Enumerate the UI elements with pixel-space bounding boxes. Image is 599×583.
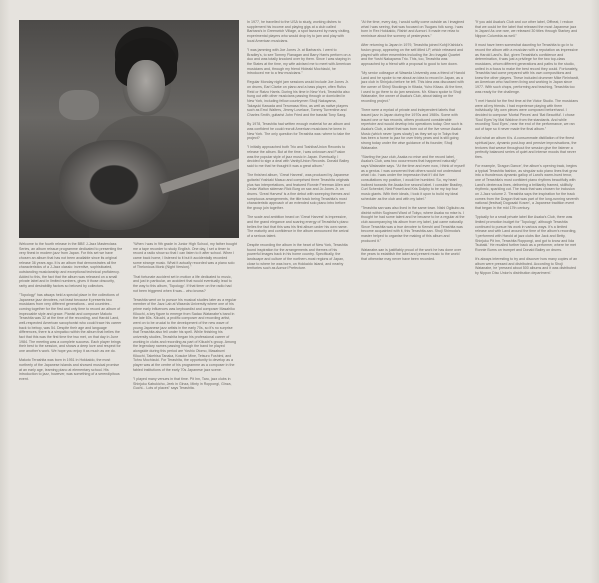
paragraph: For example, 'Dragon Dance', the album's opening track, begins a typical Terashita fashion, as singular solo piano lines that grow into a thunderous dynamic gallop of Land's warm-hued tenor, one of Terashita's most confident piano rhythms beautifully with Land's dexterous lines, delivering a brilliantly framed, skillfully rhythmic, sparkling cut. The track that was chosen for inclusion on J-Jazz volume 2. 'Terashita says the inspiration for the track comes from the Dragon that was part of the long-running seventh national (festival) Dogosaki Kosen', a Japanese tradition event that began in the mid 17th century. [475,164,579,210]
text-column-3 [247,20,351,276]
paragraph: Makoto Terashita was born in 1951 in Hokkaido, the most northerly of the Japanese islands and showed musical promise at an early age, learning piano at elementary school. His introduction to jazz, however, was something of a serendipitous event. [19,358,120,381]
paragraph: In 1977, he travelled to the USA to study, working dishes to supplement his income and playing gigs at a club called Barbara's in Greenwich Village, a spot favoured by many visiting, experimental players who would drop by to jam and play with local American musicians. [247,20,351,43]
paragraph: It's always interesting to try and discover how many copies of an album were pressed and distributed. According to Shoji Watanabe, he 'pressed about 500 albums and it was distributed by Nippon Disc Union's distribution department.' [475,257,578,276]
photo-guitar [59,140,169,230]
text-column-5 [475,20,579,280]
paragraph: "When I was in 9th grade in Junior High School, my father bought me a tape recorder to study English. One day, I set a timer to record a radio show so that I can listen to it after school. When I came back home, I listened to it but it accidentally recorded some strange music. What it actually recorded was a piano solo of Thelonious Monk (Night Version)." [133,242,237,270]
paragraph: The finished album, 'Great Harvest', was produced by Japanese guitarist Yoshiaki Masuo and comprised three Terashita originals plus two interpretations, and featured Ronnie Freeman Allen and Cedar Walton sideman Rick Burg on sax and Jo Jones Jr. on drums. 'Great Harvest' is a fine debut with sweeping themes and sumptuous arrangements, the title track being Terashita's most characteristic approach of an extended solo piano intro before the group join together. [247,173,350,210]
paragraph: After returning to Japan in 1979, Terashita joined Kohji Kishida's fusion group, appearing on the self-titled LP, which released and played with other ensembles including the Jiro Inagaki Quartet and the Yoshi Nakayama Trio. This, too, Terashita was approached by a friend with a proposal to good to turn down. [361,43,464,66]
paragraph: "I met Harold for the first time at the Victor Studio. The musicians were all my friends. I had experience playing with them individually. My own pieces were composed beforehand. I decided to compose 'Mortal Pieces' and 'Bat Beautiful'. I chose 'Soul Eyes' by Mal Waldron from the standards. And while recording 'Soul Eyes', near the end of the performance, we ran out of tape so it never made the final album." [475,99,579,131]
paragraph: Regular Monday night jam sessions would include Joe Jones Jr. on drums, Earl Clarke on piano and a bass player, often Rufus Reid or Ratzo Harris. During his time in New York, Terashita also hung out with other musicians passing through or domiciled in New York, including fellow countrymen Shoji Nakayama, Takayuki Kawada and Terumasa Hino, as well as native players such as Errol Walters, Jimmy Lovelace, Tommy Turrentine and Charles Smith, guitarist John Fried and the bassist Tony Sang. [247,80,350,117]
musician-photo [19,20,239,238]
paragraph: "Starting the jazz club, Asaka no mise and the record label, Asaka's Club, was two occurrences that happened naturally" says Watanabe says. "At the time and even now, I think of myself as a genius. I was concerned that others would not understand what I do. I was under the impression that if I did live consultations my position, I would be humbled. So, my heart inclined towards the Asaka live second label. I consider Bradley, Curl Schenkel, Ned Powell and Kris Dolphy to be my top four music giants. With their ideals, I took it upon to build my ideal scheduler as the club and with my label." [361,154,465,201]
paragraph: The scale and ambition heard on 'Great Harvest' is impressive, and the grand elegance and soaring energy of Terashita's piano belies the fact that this was his first album under his own name. The maturity and confidence in the album announced the arrival of a serious talent. [247,215,349,238]
paragraph: By 1978, Terashita had written enough material for an album and was confident he could recruit American musicians he knew in New York. The only question for Terashita was: where to take the project? [247,122,351,141]
paragraph: That fortunate accident set in motion a life dedicated to music, and just in particular, an accident that would eventually lead to the way to this album, 'Topology'. If that timer on the radio had not been triggered when it was... who knows? [133,274,232,293]
paragraph: Welcome to the fourth release in the BBE J-Jazz Masterclass Series, an album reissue programme dedicated to presenting the very finest in modern jazz from Japan. For this set we have chosen an album that has not been available since its original release 36 years ago. It is an album that demonstrates all the characteristics of a J-Jazz classic: inventive, sophisticated, outstanding musicianship and exceptional technical proficiency. Added to this, the fact that the album was released on a small private label and in limited numbers, gives it those obscurity, rarity and desirability factors so beloved by collectors. [19,242,123,288]
paragraph: "I played many venues in that time. Pit Inn, Taro, jazz clubs in Shinjuku Kabukicho, Jeek in Ginza, Minty in Roppongi, Ginza, Guchi... Lots of places" says Terashita. [133,376,232,391]
paragraph: Typically for a small private label like Asaka's Club, there was limited promotion budget for 'Topology', although Terashita continued to pursue his work in various ways. It's a limited release and with Land around the time of the album's recording, 'I performed with Harold at jazz clubs like Jack and Betty, Shinjuku Pit Inn, Terashita Roppongi, and got to know and Iida Tsubaki.' He recalled further back as a performer, where he met Ronnie Burns on trumpet and Donald Bailey on drums. [475,215,577,252]
paragraph: Watanabe-san is justifiably proud of the work he has done over the years to establish the label and present music to the world that otherwise may never have been recorded. [361,247,462,262]
paragraph: "At the time, every day, I would softly come outside as I imagined what I was seeing, that was focused on Tsugaru folk song. I was born in Rex Hokkaido, Rishiri and Aomori. It made me relax to reminisce about the scenery of yesteryears." [361,20,465,38]
text-column-1 [19,242,123,386]
text-column-4 [361,20,465,266]
photo-figure-hand [59,90,99,120]
text-column-2 [133,242,237,395]
paragraph: There were a myriad of private and independent labels that issued jazz in Japan during the 1970s and 1980s. Some with issued one or two records, others produced considerable repertoire and would develop into operations today. One such is Asaka's Club, a label that was born out of the live venue Asaka Music (which never 'goes slowly') as they set up in Tokyo that has been a home to jazz for over thirty years and is still going strong today under the wise guidance of its founder, Shoji Watanabe. [361,108,463,150]
paragraph: Despite recording the album in the heart of New York, Terashita found inspiration for the arrangements and themes of his powerful images back in his home country. Specifically, the landscape and culture of the northern-most regions of Japan, close to where he was born, on Hokkaido Island, and nearby territories such as Aomori Prefecture. [247,243,348,271]
paragraph: "My senior colleague at Waseda University was a friend of Harold Land and he spoke to me about an idea to record in Japan, as a jazz club in Shinjuku before he left. This idea was discussed with the owner of Shinji Stockings in Kitada, Yuho Kitazo. At the time, I used to go there to do jam sessions. Mr. Kitazo spoke to Shoji Watanabe, the owner of Asaka's Club, about taking on the recording project." [361,71,466,104]
paragraph: "If you add Asaka's Club and our other label, Offbeat, I reckon that we could be the label that released the most Japanese jazz in Japan! As one rare, we released 30 titles through Starkey and Nippon Columbia as well." [475,20,578,38]
paragraph: "Terashita san was also lived in the same town. Nishi Ogikubo as district within Suginami Ward of Tokyo, where Asaka no mise is. I thought he had some talent and he became to be a regular at the club accompanying his album from my label, just came naturally. Since Terashita was a true devotee to Kenshi and Terashita was become acquainted with it, this Terashita-san. Shoji Shimoda's master helped to organise the making of this album and produced it." [361,205,465,243]
paragraph: It must have been somewhat daunting for Terashita to go in to record the album with a musician with a reputation as impressive as Harold Land's. But, given Terashita's confidence and determination, it was just a privilege for the two top-class musicians, whom different generations and paths to the studio, united in a focus to make the best record they could. Fortunately, Terashita had come prepared with his own compositions and knew the other players. These included drummer Mike Reinhardt, an American who had been living and working in Japan since 1977. With such chops, performing and teaching, Terashita too was ready for the challenge. [475,43,580,94]
paragraph: "I was jamming with Joe Jones Jr. at Barbara's. I went to Bradley's, to see Tommy Flanagan and Barry Harris perform on a duo and was totally knocked over by them. Since I was staying in the States at the time, my wife advised me to meet with American musicians and, through my friend Hideaki Mochizuki, he introduced me to a few musicians." [247,47,351,76]
photo-figure-face [127,60,165,112]
paragraph: "I initially approached both Trio and Toshiba/Union Records to release the album. But at the time, I was unknown and Fusion was the popular style of jazz music in Japan. Eventually, I decided to sign a deal with Vanity/Union Records. Donald Bailey said to me that he thought it was a great album." [247,145,350,169]
paragraph: And what an album it is. A consummate distillation of the finest spiritual jazz, dynamic post-bop and pensive improvisations, the textures that weave throughout the session give the listener a perfectly balanced series of quiet and intense moods that never tires. [475,136,577,159]
paragraph: "Topology" has always held a special place in the collections of Japanese jazz devotees, not least because it presents two musicians from very different generations - and countries - coming together for the first and only time to record an album of impeccable style and grace. Pianist and composer Makoto Terashita was 32 at the time of the recording, and Harold Land, well-respected American saxophonist who could trace his career back to bebop, was 54. Despite their age and language differences, there is a simpatico within the album that belies the fact that this was the first time the two met, on that day in June 1984. The meeting was a complete success. Each player brings their best to the session, and shows a deep love and respect for one another's work. We hope you enjoy it as much as we do. [19,293,122,354]
paragraph: Terashita went on to pursue his musical studies later as a regular member of the Jazz Lab at Waseda University where one of his prime early influences was keyboardist and composer Masahiko Kikuchi, a key figure to emerge from Sadao Watanabe's band in the late 60s. Kikuchi, a prolific composer and recording artist, went on to be crucial to the development of the new wave of young Japanese jazz artists in the early 70s, so it's no surprise that Terashita also fell under his spell. While finishing his university studies, Terashita began his professional career of working in clubs and recording as part of Kikuchi's group. Among the legendary names passing through the band he played alongside during this period are Yoshio Otomo, Masabumi Kikuchi, Takehisa Tanaka, Kosuke Mine, Tetsuro Fushimi, and Tohru Mochizuki. For Terashita, the opportunity to develop as a player was at the centre of his programme as a composer in the fabled institutions of the early 70s Japanese jazz scene. [133,297,237,372]
